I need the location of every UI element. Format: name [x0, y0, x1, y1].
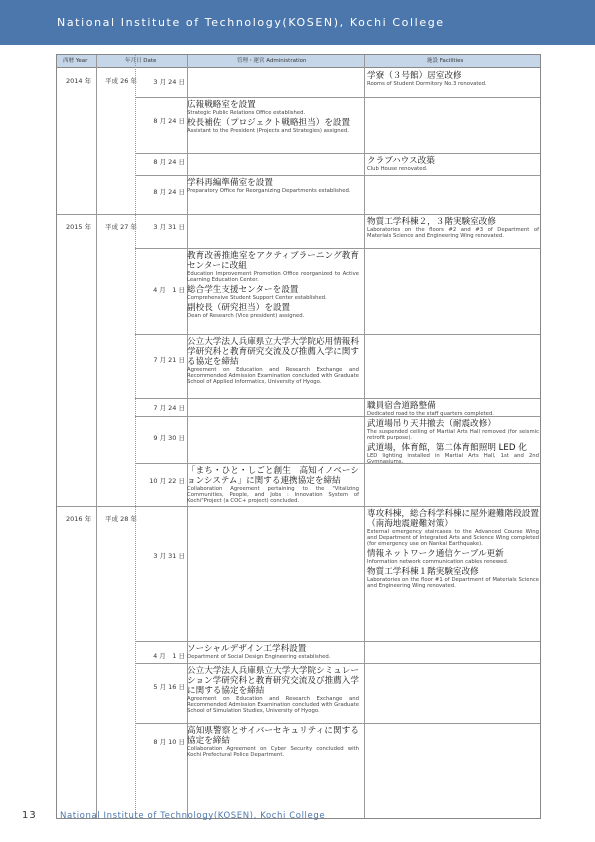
entry-en: Rooms of Student Dormitory No.3 renovated. [367, 81, 487, 87]
row-divider [135, 416, 541, 417]
row-divider [135, 663, 541, 664]
header-title: National Institute of Technology(KOSEN), Kochi College [57, 16, 445, 29]
row-date: 8 月 24 日 [153, 158, 185, 166]
entry-jp: 広報戦略室を設置 [187, 100, 256, 110]
history-table [56, 54, 541, 819]
row-divider [57, 214, 541, 215]
row-divider [135, 153, 541, 154]
entry-en: Laboratories on the floors #2 and #3 of Department of Materials Science and Engineering Wing renovated. [367, 227, 539, 240]
row-date: 9 月 30 日 [153, 434, 185, 442]
admin-cell [187, 666, 359, 716]
entry-jp: 校長補佐（プロジェクト戦略担当）を設置 [187, 118, 351, 129]
facilities-cell [367, 509, 539, 592]
row-divider [135, 641, 541, 642]
row-date: 7 月 24 日 [153, 404, 185, 412]
entry-en: Dean of Research (Vice president) assigned. [187, 313, 305, 320]
admin-cell [187, 337, 359, 387]
entry-en: LED lighting installed in Martial Arts Hall, 1st and 2nd Gymnasiums. [367, 453, 539, 466]
row-date: 10 月 22 日 [149, 477, 185, 485]
admin-cell [187, 100, 359, 136]
entry-jp: クラブハウス改築 [367, 156, 435, 166]
entry-jp: 情報ネットワーク通信ケーブル更新 [367, 549, 504, 560]
entry-jp: 武道場，体育館，第二体育館照明 LED 化 [367, 443, 527, 454]
entry-jp: 副校長（研究担当）を設置 [187, 303, 291, 314]
row-date: 3 月 31 日 [153, 223, 185, 231]
admin-cell [187, 466, 359, 506]
entry-jp: 武道場吊り天井撤去（耐震改修） [367, 419, 496, 429]
admin-cell [187, 644, 359, 662]
footer-title: National Institute of Technology(KOSEN), Kochi College [60, 811, 326, 821]
col-facilities-header: 施設 Facilities [427, 58, 464, 64]
row-date: 5 月 16 日 [153, 683, 185, 691]
era-label: 平成 26 年 [105, 77, 137, 85]
col-year-header: 西暦 Year [63, 58, 88, 64]
year-label: 2015 年 [66, 223, 92, 231]
row-date: 4 月 1 日 [153, 652, 185, 660]
facilities-cell [367, 156, 539, 174]
entry-en: Club House renovated. [367, 166, 428, 172]
col-date-header: 年月日 Date [125, 58, 157, 64]
era-label: 平成 28 年 [105, 515, 137, 523]
row-divider [135, 248, 541, 249]
admin-cell [187, 726, 359, 760]
row-date: 7 月 21 日 [153, 356, 185, 364]
entry-en: Department of Social Design Engineering established. [187, 654, 331, 660]
entry-jp: 「まち・ひと・しごと創生 高知イノベーションシステム」に関する連携協定を締結 [187, 466, 359, 486]
row-divider [135, 334, 541, 335]
row-date: 8 月 24 日 [153, 188, 185, 196]
row-divider [135, 463, 541, 464]
entry-en: Education Improvement Promotion Office reorganized to Active Learning Education Center. [187, 271, 359, 284]
entry-en: The suspended ceiling of Martial Arts Hall removed (for seismic retrofit purpose). [367, 429, 539, 442]
entry-en: Comprehensive Student Support Center established. [187, 295, 327, 302]
entry-en: Laboratories on the floor #1 of Department of Materials Science and Engineering Wing renovated. [367, 577, 539, 590]
entry-en: Strategic Public Relations Office established. [187, 110, 306, 116]
entry-jp: 高知県警察とサイバーセキュリティに関する協定を締結 [187, 726, 359, 746]
table-header [57, 55, 541, 68]
row-date: 8 月 10 日 [153, 738, 185, 746]
row-date: 3 月 24 日 [153, 78, 185, 86]
entry-jp: 学寮（３号館）居室改修 [367, 71, 462, 81]
page-footer [0, 808, 595, 828]
col-admin-header: 管理・運営 Administration [237, 58, 307, 64]
entry-en: Dedicated road to the staff quarters completed. [367, 411, 494, 417]
divider [135, 55, 136, 818]
entry-jp: 専攻科棟，総合科学科棟に屋外避難階段設置（南海地震避難対策） [367, 509, 539, 529]
row-divider [135, 398, 541, 399]
entry-jp: 公立大学法人兵庫県立大学大学院シミュレーション学研究科と教育研究交流及び推薦入学に関する協定を締結 [187, 666, 359, 696]
entry-en: External emergency staircases to the Advanced Course Wing and Department of Integrated Arts and Science Wing completed (for emergency use on Nankai Earthquake). [367, 529, 539, 548]
entry-jp: 学科再編準備室を設置 [187, 178, 273, 188]
entry-en: Collaboration Agreement pertaining to the "Vitalizing Communities, People, and Jobs : Innovation System of Kochi"Project (a COC+ project) concluded. [187, 486, 359, 505]
admin-cell [187, 178, 359, 196]
page-number: 13 [22, 810, 37, 821]
facilities-cell [367, 217, 539, 241]
row-date: 8 月 24 日 [153, 117, 185, 125]
entry-en: Preparatory Office for Reorganizing Departments established. [187, 188, 351, 194]
entry-jp: 教育改善推進室をアクティブラーニング教育センターに改組 [187, 251, 359, 271]
entry-jp: ソーシャルデザイン工学科設置 [187, 644, 307, 654]
divider [96, 55, 97, 818]
header-banner [0, 0, 595, 45]
era-label: 平成 27 年 [105, 223, 137, 231]
entry-en: Assistant to the President (Projects and Strategies) assigned. [187, 128, 349, 135]
row-divider [135, 723, 541, 724]
entry-en: Collaboration Agreement on Cyber Security concluded with Kochi Prefectural Police Department. [187, 746, 359, 759]
row-date: 3 月 31 日 [153, 552, 185, 560]
year-label: 2014 年 [66, 77, 92, 85]
row-divider [135, 175, 541, 176]
entry-jp: 物質工学科棟１階実験室改修 [367, 567, 479, 578]
facilities-cell [367, 71, 539, 89]
divider [364, 55, 365, 818]
facilities-cell [367, 419, 539, 467]
admin-cell [187, 251, 359, 321]
entry-en: Agreement on Education and Research Exchange and Recommended Admission Examination concluded with Graduate School of Applied Informatics, University of Hyogo. [187, 367, 359, 386]
entry-jp: 物質工学科棟２，３階実験室改修 [367, 217, 496, 227]
entry-jp: 職員宿舎道路整備 [367, 401, 436, 411]
entry-en: Information network communication cables renewed. [367, 559, 509, 566]
row-divider [57, 506, 541, 507]
entry-en: Agreement on Education and Research Exchange and Recommended Admission Examination concluded with Graduate School of Simulation Studies, University of Hyogo. [187, 696, 359, 715]
entry-jp: 公立大学法人兵庫県立大学大学院応用情報科学研究科と教育研究交流及び推薦入学に関する協定を締結 [187, 337, 359, 367]
entry-jp: 総合学生支援センターを設置 [187, 285, 299, 296]
row-divider [135, 97, 541, 98]
row-date: 4 月 1 日 [153, 286, 185, 294]
year-label: 2016 年 [66, 515, 92, 523]
